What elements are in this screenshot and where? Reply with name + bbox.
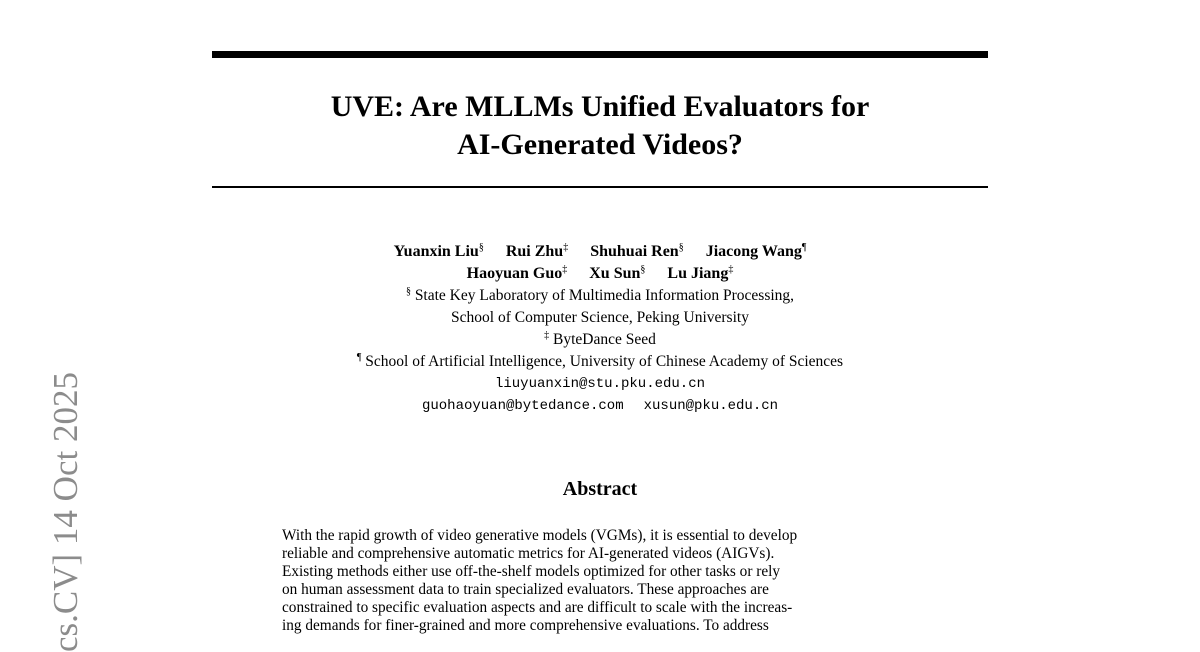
title-line-1: UVE: Are MLLMs Unified Evaluators for bbox=[330, 90, 870, 123]
email-line-2 bbox=[212, 395, 988, 417]
affiliation-text: ByteDance Seed bbox=[549, 331, 656, 348]
author bbox=[706, 241, 807, 263]
abstract-line: ing demands for finer-grained and more comprehensive evaluations. To address bbox=[282, 617, 769, 634]
title-line-2: AI-Generated Videos? bbox=[457, 128, 743, 161]
author bbox=[590, 241, 684, 263]
abstract-line: reliable and comprehensive automatic metrics for AI-generated videos (AIGVs). bbox=[282, 545, 775, 562]
affiliation bbox=[212, 329, 988, 351]
author-name: Xu Sun bbox=[589, 265, 641, 282]
affiliation-mark: ‡ bbox=[544, 330, 550, 341]
author-mark: § bbox=[478, 242, 484, 253]
title-rule bbox=[212, 186, 988, 188]
author-mark: ‡ bbox=[563, 242, 569, 253]
affiliation-text: School of Artificial Intelligence, University of Chinese Academy of Sciences bbox=[361, 353, 844, 370]
author-name: Rui Zhu bbox=[505, 243, 564, 260]
author-mark: ‡ bbox=[562, 264, 568, 275]
abstract-line: With the rapid growth of video generative models (VGMs), it is essential to develop bbox=[282, 527, 798, 544]
author-name: Jiacong Wang bbox=[705, 243, 802, 260]
abstract-heading: Abstract bbox=[562, 478, 638, 500]
abstract-line: constrained to specific evaluation aspects and are difficult to scale with the increas- bbox=[282, 599, 793, 616]
author-name: Lu Jiang bbox=[667, 265, 729, 282]
author-block bbox=[212, 241, 988, 417]
affiliation bbox=[212, 307, 988, 329]
author bbox=[589, 263, 645, 285]
affiliation-mark: ¶ bbox=[356, 352, 362, 363]
author-name: Yuanxin Liu bbox=[393, 243, 479, 260]
author-line-1 bbox=[212, 241, 988, 263]
author bbox=[667, 263, 733, 285]
affiliation-text: School of Computer Science, Peking University bbox=[451, 309, 749, 326]
affiliation bbox=[212, 285, 988, 307]
author-line-2 bbox=[212, 263, 988, 285]
paper-title bbox=[212, 88, 988, 164]
email-address: liuyuanxin@stu.pku.edu.cn bbox=[494, 376, 706, 392]
email-line-1 bbox=[212, 373, 988, 395]
email-address: guohaoyuan@bytedance.com bbox=[421, 398, 624, 414]
author bbox=[506, 241, 568, 263]
author-mark: ‡ bbox=[728, 264, 734, 275]
top-rule bbox=[212, 51, 988, 58]
author-mark: ¶ bbox=[801, 242, 807, 253]
author-name: Haoyuan Guo bbox=[466, 265, 563, 282]
arxiv-stamp: cs.CV] 14 Oct 2025 bbox=[46, 372, 85, 652]
affiliation-mark: § bbox=[405, 286, 411, 297]
abstract-line: Existing methods either use off-the-shelf models optimized for other tasks or rely bbox=[282, 563, 781, 580]
email-address: xusun@pku.edu.cn bbox=[643, 398, 779, 414]
author bbox=[467, 263, 568, 285]
author-name: Shuhuai Ren bbox=[590, 243, 679, 260]
abstract-body bbox=[282, 527, 922, 635]
abstract-line: on human assessment data to train specialized evaluators. These approaches are bbox=[282, 581, 769, 598]
author-mark: § bbox=[678, 242, 684, 253]
author bbox=[394, 241, 484, 263]
affiliation bbox=[212, 351, 988, 373]
author-mark: § bbox=[640, 264, 646, 275]
affiliation-text: State Key Laboratory of Multimedia Information Processing, bbox=[410, 287, 795, 304]
